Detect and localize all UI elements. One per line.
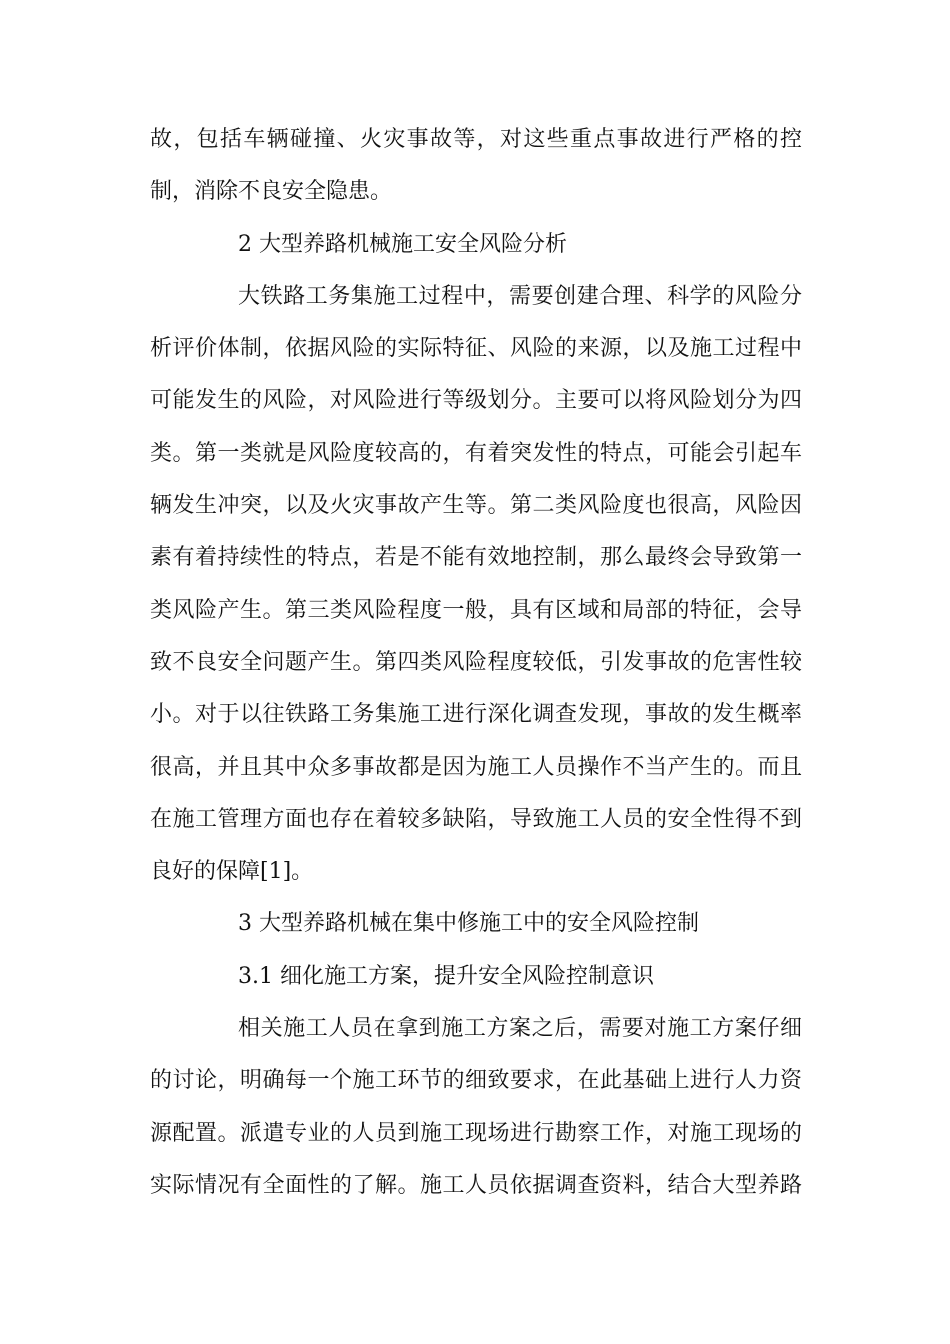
heading-text: 3 大型养路机械在集中修施工中的安全风险控制 [238, 911, 699, 937]
document-page [150, 114, 802, 1212]
text-line: 故，包括车辆碰撞、火灾事故等，对这些重点事故进行严格的控 [150, 127, 802, 152]
text-line: 实际情况有全面性的了解。施工人员依据调查资料，结合大型养路 [150, 1172, 802, 1198]
paragraph-construction-plan [150, 1003, 802, 1212]
heading-text: 2 大型养路机械施工安全风险分析 [238, 231, 567, 257]
text-line: 素有着持续性的特点，若是不能有效地控制，那么最终会导致第一 [150, 545, 802, 571]
text-line: 大铁路工务集施工过程中，需要创建合理、科学的风险分 [238, 283, 802, 309]
section-heading-3-1 [150, 951, 802, 1003]
text-line: 制，消除不良安全隐患。 [150, 179, 393, 205]
text-line: 致不良安全问题产生。第四类风险程度较低，引发事故的危害性较 [150, 649, 802, 675]
text-line: 相关施工人员在拿到施工方案之后，需要对施工方案仔细 [238, 1016, 802, 1042]
text-line: 良好的保障[1]。 [150, 859, 314, 885]
section-heading-3 [150, 898, 802, 950]
text-line: 源配置。派遣专业的人员到施工现场进行勘察工作，对施工现场的 [150, 1120, 802, 1146]
text-line: 在施工管理方面也存在着较多缺陷，导致施工人员的安全性得不到 [150, 806, 802, 832]
text-line: 可能发生的风险，对风险进行等级划分。主要可以将风险划分为四 [150, 388, 802, 414]
paragraph-risk-analysis [150, 271, 802, 899]
heading-text: 3.1 细化施工方案，提升安全风险控制意识 [238, 963, 654, 989]
text-line: 辆发生冲突，以及火灾事故产生等。第二类风险度也很高，风险因 [150, 493, 802, 519]
text-line: 很高，并且其中众多事故都是因为施工人员操作不当产生的。而且 [150, 754, 802, 780]
text-line: 小。对于以往铁路工务集施工进行深化调查发现，事故的发生概率 [150, 702, 802, 728]
text-line: 类风险产生。第三类风险程度一般，具有区域和局部的特征，会导 [150, 597, 802, 623]
paragraph-continuation [150, 114, 802, 219]
section-heading-2 [150, 219, 802, 271]
text-line: 析评价体制，依据风险的实际特征、风险的来源，以及施工过程中 [150, 336, 802, 362]
text-line: 类。第一类就是风险度较高的，有着突发性的特点，可能会引起车 [150, 440, 802, 466]
text-line: 的讨论，明确每一个施工环节的细致要求，在此基础上进行人力资 [150, 1068, 802, 1094]
